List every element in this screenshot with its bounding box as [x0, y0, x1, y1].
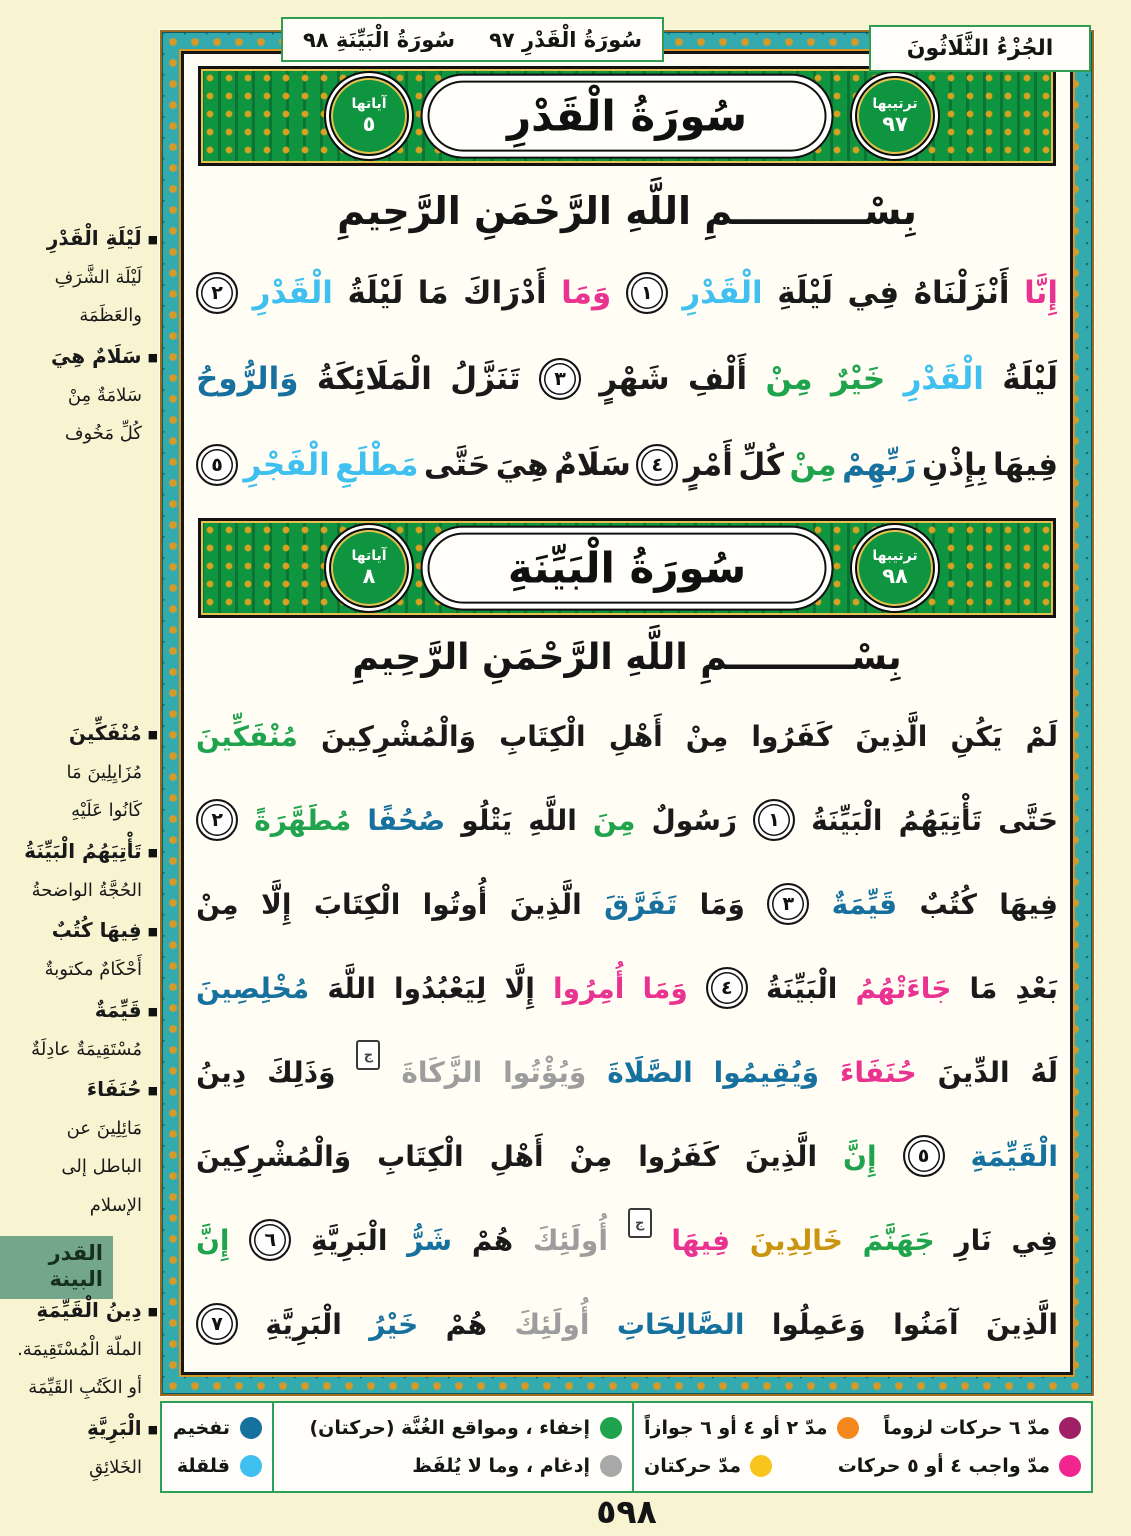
ayat-number: ٨	[362, 563, 376, 588]
quran-word: شَرُّ	[407, 1223, 453, 1257]
ayat-label: آياتها	[351, 547, 387, 564]
margin-note	[8, 997, 158, 1023]
surah-qadr-banner	[198, 66, 1056, 166]
quran-word: مُخْلِصِينَ	[196, 971, 310, 1005]
note-bullet-icon: ■	[147, 233, 158, 246]
quran-word: الْبَرِيَّةِ	[310, 1223, 388, 1257]
quran-line	[196, 1198, 1058, 1282]
quran-line	[196, 1114, 1058, 1198]
margin-note	[8, 343, 158, 369]
legend-color-dot-icon	[240, 1417, 262, 1439]
margin-note	[8, 879, 158, 902]
quran-word: مِنْ	[569, 1139, 613, 1173]
margin-note	[8, 225, 158, 251]
quran-word: آمَنُوا	[893, 1307, 959, 1341]
margin-note	[8, 958, 158, 981]
legend-color-dot-icon	[750, 1455, 772, 1477]
qadr-order-medallion	[855, 76, 935, 156]
legend-entry	[172, 1455, 262, 1477]
ayah-end-marker: ٤	[706, 967, 748, 1009]
quran-word: الزَّكَاةَ	[401, 1055, 483, 1089]
quran-word: هُمْ	[445, 1307, 488, 1341]
margin-note-text: لَيْلَة الشَّرَفِ	[54, 267, 142, 288]
quran-text-area	[181, 51, 1073, 1375]
waqf-sign: ج	[356, 1040, 380, 1070]
quran-word: خَالِدِينَ	[749, 1223, 843, 1257]
quran-word: وَالْمُشْرِكِينَ	[196, 1139, 352, 1173]
legend-entry-label: مدّ ٢ أو ٤ أو ٦ جوازاً	[644, 1417, 828, 1439]
margin-note-text: تَأْتِيَهُمُ الْبَيِّنَةُ	[24, 838, 142, 863]
legend-entry-label: قلقلة	[176, 1455, 230, 1477]
qadr-ayat-medallion	[329, 76, 409, 156]
quran-word: الْبَرِيَّةِ	[265, 1307, 342, 1341]
legend-entry	[644, 1455, 772, 1477]
quran-word: أَدْرَاكَ	[463, 275, 547, 311]
legend-entry-label: إخفاء ، ومواقع الغُنَّة (حركتان)	[309, 1417, 590, 1439]
quran-word: مَا	[969, 971, 998, 1005]
quran-word: قَيِّمَةٌ	[831, 887, 898, 921]
legend-entry	[838, 1455, 1081, 1477]
quran-word: وَمَا	[642, 971, 688, 1005]
header-surah-qadr-ref: سُورَةُ الْقَدْرِ ٩٧	[489, 27, 643, 52]
quran-word: فِيهَا	[671, 1223, 731, 1257]
quran-line	[196, 862, 1058, 946]
page-number: ٥٩٨	[596, 1492, 657, 1531]
quran-word: أُولَئِكَ	[514, 1307, 590, 1341]
ayah-end-marker: ٤	[636, 444, 678, 486]
quran-word: الَّذِينَ	[509, 887, 582, 921]
quran-word: الْقَيِّمَةِ	[970, 1139, 1058, 1173]
quran-word: بَعْدِ	[1015, 971, 1058, 1005]
quran-word: هُمْ	[471, 1223, 514, 1257]
quran-word: جَهَنَّمَ	[862, 1223, 935, 1257]
header-surah-references	[281, 17, 664, 62]
quran-word: مَا	[417, 275, 449, 311]
quran-word: وَالْمُشْرِكِينَ	[320, 719, 477, 753]
quran-line	[196, 336, 1058, 422]
quran-word: الْبَيِّنَةُ	[765, 971, 838, 1005]
quran-word: الْكِتَابَ	[313, 887, 401, 921]
quran-line	[196, 1030, 1058, 1114]
quran-word: اللَّهِ	[528, 803, 577, 837]
legend-madd-box	[634, 1403, 1091, 1491]
tab-bayyinah-label: البينة	[49, 1267, 103, 1292]
quran-word: حُنَفَاءَ	[840, 1055, 917, 1089]
margin-note	[8, 1076, 158, 1102]
ayah-end-marker: ١	[626, 272, 668, 314]
bismillah-qadr: بِسْــــــــــمِ اللَّهِ الرَّحْمَنِ الرَّحِيمِ	[337, 189, 917, 233]
quran-word: الْفَجْرِ	[243, 447, 330, 483]
legend-entry	[883, 1417, 1081, 1439]
margin-notes-bayyinah-bottom	[8, 1297, 158, 1494]
quran-word: لَهُ	[1030, 1055, 1058, 1089]
margin-note-text: لَيْلَةِ الْقَدْرِ	[46, 226, 142, 250]
quran-word: الْكِتَابِ	[377, 1139, 464, 1173]
surah-bayyinah-verses	[196, 694, 1058, 1366]
quran-word: كُتُبٌ	[919, 887, 977, 921]
quran-word: الدِّينَ	[937, 1055, 1010, 1089]
legend-entry-label: تفخيم	[172, 1417, 230, 1439]
quran-word: الَّذِينَ	[986, 1307, 1058, 1341]
quran-word: تَنَزَّلُ	[450, 361, 521, 397]
quran-word: أُولَئِكَ	[532, 1223, 608, 1257]
margin-notes-qadr	[8, 225, 158, 461]
legend-entry-label: مدّ حركتان	[644, 1455, 742, 1477]
quran-word: جَاءَتْهُمُ	[855, 971, 952, 1005]
margin-note-text: فِيهَا كُتُبٌ	[51, 918, 142, 943]
quran-word: الْقَدْرِ	[903, 361, 984, 397]
margin-note-text: مَائِلِينَ عن	[66, 1117, 142, 1139]
legend-ghunnah-box	[274, 1403, 634, 1491]
quran-line	[196, 422, 1058, 508]
legend-color-dot-icon	[600, 1417, 622, 1439]
quran-word: أُمِرُوا	[553, 971, 625, 1005]
quran-word: إِنَّ	[843, 1139, 877, 1173]
note-bullet-icon: ■	[147, 350, 158, 364]
margin-note	[8, 1297, 158, 1323]
margin-note	[8, 1456, 158, 1479]
legend-row	[644, 1417, 1081, 1439]
margin-note	[8, 799, 158, 822]
tab-qadr-label: القدر	[48, 1241, 103, 1265]
surah-bayyinah-banner	[198, 518, 1056, 618]
margin-note-text: قَيِّمَةٌ	[94, 997, 142, 1022]
quran-word: لَيْلَةُ	[347, 275, 404, 311]
margin-note	[8, 1194, 158, 1217]
legend-tafkheem-box	[162, 1403, 274, 1491]
margin-note-text: الإسلام	[89, 1194, 142, 1216]
note-bullet-icon: ■	[147, 1305, 158, 1318]
ayah-end-marker: ٣	[767, 883, 809, 925]
quran-word: مِنْ	[196, 887, 239, 921]
legend-entry-label: مدّ ٦ حركات لزوماً	[883, 1417, 1050, 1439]
quran-line	[196, 250, 1058, 336]
legend-entry	[284, 1455, 622, 1477]
ayah-end-marker: ٥	[903, 1135, 945, 1177]
margin-note	[8, 761, 158, 784]
quran-word: وَمَا	[561, 275, 612, 311]
ayah-end-marker: ٢	[196, 272, 238, 314]
margin-note-text: سَلَامٌ هِيَ	[51, 343, 142, 368]
margin-note-text: مُسْتَقِيمَةٌ عادِلَةٌ	[31, 1038, 142, 1060]
margin-note	[8, 1117, 158, 1140]
margin-note	[8, 1338, 158, 1361]
surah-bayyinah-title: سُورَةُ الْبَيِّنَةِ	[507, 543, 747, 593]
quran-word: وَالرُّوحُ	[196, 361, 299, 397]
margin-note-text: كَانُوا عَلَيْهِ	[71, 800, 142, 822]
quran-word: تَفَرَّقَ	[604, 887, 678, 921]
quran-word: إِلَّا	[504, 971, 535, 1005]
quran-line	[196, 694, 1058, 778]
quran-word: رَسُولٌ	[651, 803, 737, 837]
quran-word: الَّذِينَ	[855, 719, 928, 753]
quran-word: وَمَا	[699, 887, 745, 921]
margin-notes-bayyinah-top	[8, 720, 158, 1232]
quran-word: مَطْلَعِ	[335, 447, 419, 483]
legend-color-dot-icon	[240, 1455, 262, 1477]
margin-note	[8, 384, 158, 407]
order-label: ترتيبها	[872, 547, 918, 564]
margin-note-text: حُنَفَاءَ	[86, 1076, 142, 1101]
margin-note	[8, 1415, 158, 1441]
margin-note	[8, 422, 158, 445]
quran-word: مُنْفَكِّينَ	[196, 719, 298, 753]
header-surah-bayyinah-ref: سُورَةُ الْبَيِّنَةِ ٩٨	[302, 27, 456, 52]
quran-word: دِينُ	[196, 1055, 247, 1089]
margin-note-text: مُزَايِلِينَ مَا	[66, 762, 142, 783]
note-bullet-icon: ■	[147, 925, 158, 939]
note-bullet-icon: ■	[147, 1422, 158, 1436]
quran-word: وَيُؤْتُوا	[503, 1055, 587, 1089]
quran-word: مِنْ	[765, 361, 813, 397]
margin-note-text: كُلِّ مَخُوف	[64, 423, 142, 445]
quran-word: الصَّلَاةَ	[607, 1055, 693, 1089]
order-label: ترتيبها	[872, 95, 918, 112]
ayah-end-marker: ٥	[196, 444, 238, 486]
quran-word: نَارِ	[954, 1223, 992, 1257]
quran-word: مُطَهَّرَةً	[254, 803, 352, 837]
quran-word: أُوتُوا	[422, 887, 488, 921]
quran-word: شَهْرٍ	[599, 361, 670, 397]
quran-word: فِيهَا	[992, 447, 1058, 483]
quran-word: أَهْلِ	[608, 719, 663, 753]
legend-color-dot-icon	[1059, 1417, 1081, 1439]
quran-word: أَلْفِ	[687, 361, 748, 397]
quran-word: إِنَّ	[196, 1223, 230, 1257]
legend-color-dot-icon	[1059, 1455, 1081, 1477]
quran-word: صُحُفًا	[367, 803, 446, 837]
quran-word: وَيُقِيمُوا	[713, 1055, 820, 1089]
margin-note	[8, 720, 158, 746]
bismillah-bayyinah: بِسْــــــــــمِ اللَّهِ الرَّحْمَنِ الرَّحِيمِ	[352, 637, 902, 678]
quran-word: يَكُنِ	[950, 719, 1003, 753]
quran-word: فِي	[847, 275, 900, 311]
legend-row	[644, 1455, 1081, 1477]
quran-word: أَهْلِ	[489, 1139, 544, 1173]
waqf-sign: ج	[628, 1208, 652, 1238]
margin-note	[8, 1038, 158, 1061]
legend-entry-label: إدغام ، وما لا يُلفَظ	[412, 1455, 590, 1477]
margin-note	[8, 838, 158, 864]
quran-line	[196, 946, 1058, 1030]
quran-word: تَأْتِيَهُمُ	[898, 803, 982, 837]
quran-word: مِنْ	[789, 447, 837, 483]
ayah-end-marker: ٣	[539, 358, 581, 400]
note-bullet-icon: ■	[147, 1083, 158, 1097]
legend-color-dot-icon	[837, 1417, 859, 1439]
margin-note	[8, 917, 158, 943]
margin-note	[8, 304, 158, 327]
bayyinah-title-cartouche	[421, 526, 834, 611]
quran-word: يَتْلُو	[461, 803, 513, 837]
quran-word: الْبَيِّنَةُ	[811, 803, 883, 837]
quran-word: إِلَّا	[260, 887, 292, 921]
order-number: ٩٧	[882, 111, 908, 136]
margin-note-text: دِينُ الْقَيِّمَةِ	[36, 1298, 142, 1322]
quran-word: الْكِتَابِ	[499, 719, 586, 753]
quran-word: كُلِّ	[738, 447, 785, 483]
order-number: ٩٨	[882, 563, 908, 588]
quran-word: حَتَّى	[423, 447, 491, 483]
quran-word: لَيْلَةُ	[1002, 361, 1058, 397]
margin-note-text: أَحْكَامٌ مكتوبةٌ	[44, 959, 142, 981]
ayat-number: ٥	[362, 111, 376, 136]
margin-note-text: الْبَرِيَّةِ	[86, 1415, 142, 1440]
qadr-title-cartouche	[421, 74, 834, 159]
quran-word: الْمَلَائِكَةُ	[316, 361, 432, 397]
quran-word: الصَّالِحَاتِ	[616, 1307, 745, 1341]
margin-note	[8, 266, 158, 289]
ayah-end-marker: ٢	[196, 799, 238, 841]
margin-note-text: الخَلائِقِ	[89, 1456, 142, 1478]
margin-note-text: أو الكَتُبِ القَيِّمَة	[28, 1377, 142, 1399]
margin-note	[8, 1376, 158, 1399]
tajweed-legend	[160, 1401, 1093, 1493]
quran-word: لَيْلَةِ	[777, 275, 833, 311]
quran-word: الْقَدْرِ	[682, 275, 763, 311]
quran-word: سَلَامٌ	[554, 447, 631, 483]
margin-note-text: مُنْفَكِّينَ	[68, 721, 142, 745]
ayat-label: آياتها	[351, 95, 387, 112]
surah-index-tab	[0, 1236, 113, 1299]
ayah-end-marker: ٦	[249, 1219, 291, 1261]
header-juz-label	[869, 25, 1091, 72]
quran-word: الَّذِينَ	[745, 1139, 818, 1173]
quran-word: بِإِذْنِ	[921, 447, 988, 483]
quran-word: حَتَّى	[998, 803, 1058, 837]
margin-note-text: الحُجَّةُ الواضحةُ	[31, 879, 142, 901]
quran-word: أَنْزَلْنَاهُ	[913, 275, 1010, 311]
ayah-end-marker: ٧	[196, 1303, 238, 1345]
margin-note-text: الباطل إلى	[61, 1156, 142, 1178]
quran-word: فِي	[1011, 1223, 1058, 1257]
note-bullet-icon: ■	[147, 1004, 158, 1018]
quran-word: أَمْرٍ	[683, 447, 733, 483]
quran-line	[196, 1282, 1058, 1366]
bayyinah-ayat-medallion	[329, 528, 409, 608]
legend-entry	[644, 1417, 859, 1439]
note-bullet-icon: ■	[147, 845, 158, 859]
surah-qadr-title: سُورَةُ الْقَدْرِ	[506, 91, 748, 141]
quran-word: اللَّهَ	[327, 971, 376, 1005]
quran-word: خَيْرُ	[369, 1307, 419, 1341]
legend-entry	[172, 1417, 262, 1439]
quran-word: مِنْ	[685, 719, 729, 753]
margin-note-text: الملّة الْمُسْتَقِيمَة.	[17, 1339, 142, 1360]
quran-word: الْقَدْرِ	[252, 275, 333, 311]
quran-word: لَمْ	[1025, 719, 1058, 753]
ayah-end-marker: ١	[753, 799, 795, 841]
quran-word: خَيْرٌ	[830, 361, 886, 397]
quran-word: مِنَ	[592, 803, 636, 837]
bayyinah-order-medallion	[855, 528, 935, 608]
legend-entry	[284, 1417, 622, 1439]
quran-word: إِنَّا	[1024, 275, 1058, 311]
ornamental-frame	[160, 27, 1094, 1396]
quran-word: كَفَرُوا	[638, 1139, 720, 1173]
legend-entry-label: مدّ واجب ٤ أو ٥ حركات	[837, 1455, 1050, 1477]
quran-word: رَبِّهِمْ	[842, 447, 917, 483]
juz-text: الجُزْءُ الثَّلَاثُونَ	[906, 36, 1054, 61]
quran-word: هِيَ	[495, 447, 549, 483]
quran-word: كَفَرُوا	[751, 719, 833, 753]
quran-line	[196, 778, 1058, 862]
margin-note-text: والعَظَمَة	[79, 305, 142, 327]
quran-word: وَذَلِكَ	[267, 1055, 336, 1089]
quran-word: لِيَعْبُدُوا	[393, 971, 487, 1005]
legend-color-dot-icon	[600, 1455, 622, 1477]
note-bullet-icon: ■	[147, 728, 158, 741]
margin-note	[8, 1155, 158, 1178]
quran-word: وَعَمِلُوا	[771, 1307, 866, 1341]
margin-note-text: سَلامَةٌ مِنْ	[67, 384, 142, 406]
quran-word: فِيهَا	[999, 887, 1058, 921]
surah-qadr-verses	[196, 250, 1058, 508]
